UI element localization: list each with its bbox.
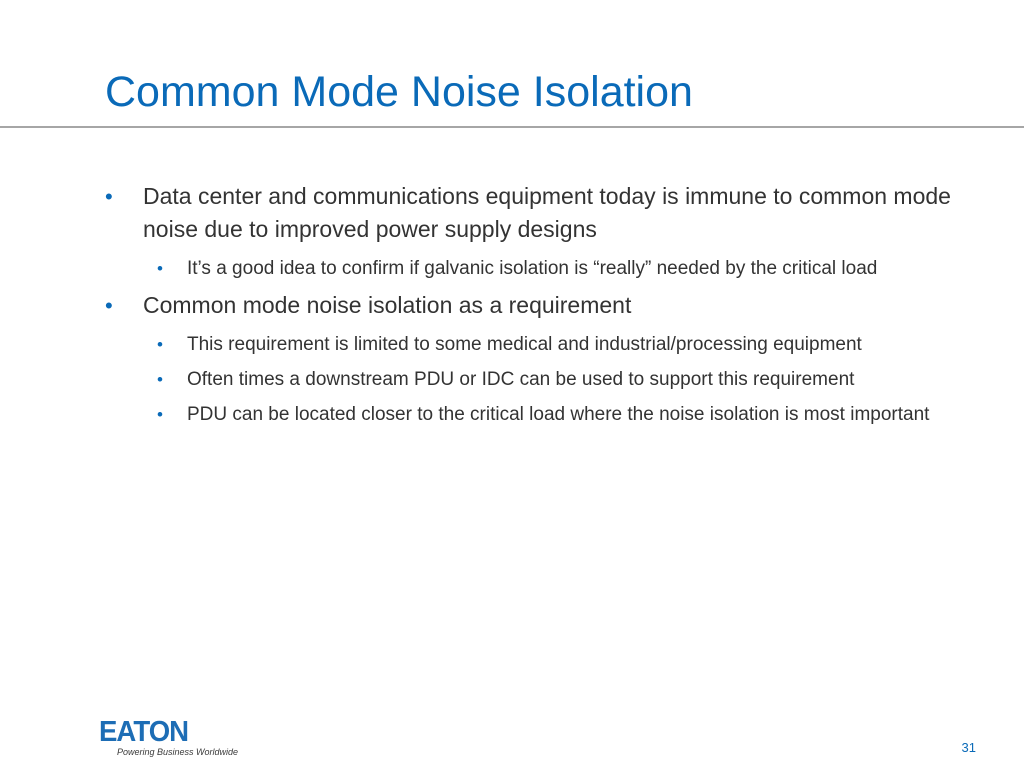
- sub-bullet-item: [0, 400, 1024, 430]
- sub-bullet-text: PDU can be located closer to the critical load where the noise isolation is most important: [187, 404, 930, 425]
- bullet-text: Common mode noise isolation as a requirement: [143, 292, 632, 318]
- sub-bullet-text: This requirement is limited to some medical and industrial/processing equipment: [187, 334, 862, 355]
- sub-bullet-item: [0, 330, 1024, 360]
- bullet-item: [0, 180, 1024, 246]
- bullet-icon: •: [157, 335, 163, 354]
- sub-bullet-item: [0, 254, 1024, 284]
- slide-title: Common Mode Noise Isolation: [105, 68, 693, 116]
- bullet-icon: •: [157, 370, 163, 389]
- page-number: 31: [961, 740, 976, 755]
- sub-bullet-item: [0, 365, 1024, 395]
- sub-bullet-text: It’s a good idea to confirm if galvanic isolation is “really” needed by the critical load: [187, 258, 878, 279]
- bullet-text: Data center and communications equipment today is immune to common mode noise due to improved power supply designs: [143, 183, 951, 242]
- eaton-logo: [99, 716, 239, 759]
- logo-wordmark: EATON: [99, 716, 189, 748]
- bullet-icon: •: [105, 184, 113, 209]
- bullet-list: [0, 180, 1024, 435]
- logo-tagline: Powering Business Worldwide: [117, 747, 239, 757]
- sub-bullet-text: Often times a downstream PDU or IDC can be used to support this requirement: [187, 369, 855, 390]
- bullet-icon: •: [157, 405, 163, 424]
- bullet-icon: •: [105, 293, 113, 318]
- bullet-item: [0, 289, 1024, 322]
- bullet-icon: •: [157, 259, 163, 278]
- title-divider: [0, 126, 1024, 128]
